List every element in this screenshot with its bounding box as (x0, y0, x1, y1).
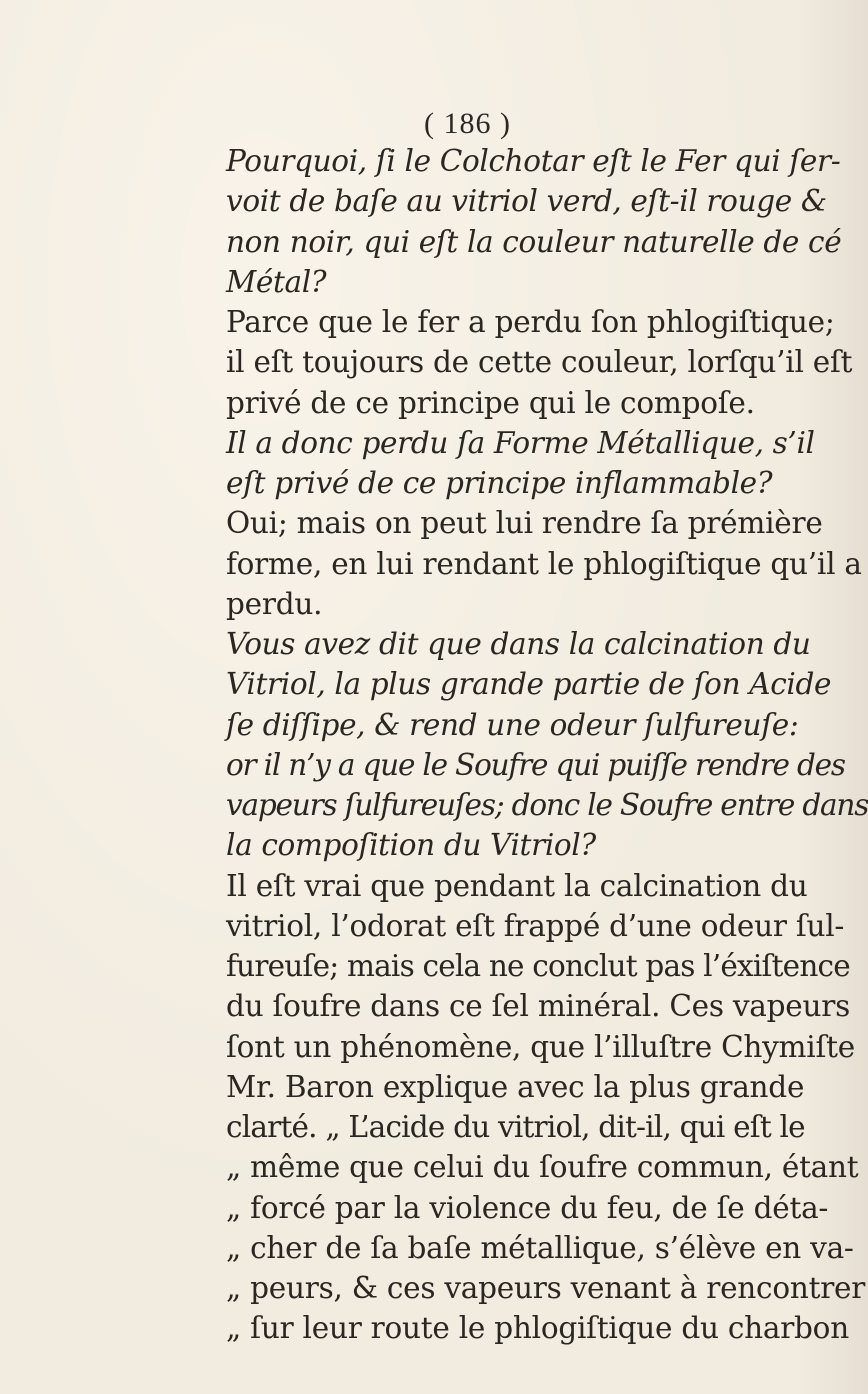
text-line: vitriol, l’odorat eſt frappé d’une odeur ſul- (226, 908, 845, 943)
text-line: or il n’y a que le Soufre qui puiſſe rendre des (226, 747, 845, 782)
text-line: Parce que le fer a perdu ſon phlogiſtique; (226, 305, 835, 339)
text-line: voit de baſe au vitriol verd, eſt-il rouge & (226, 184, 827, 219)
text-line: Mr. Baron explique avec la plus grande (226, 1069, 805, 1104)
page-body-text (226, 141, 868, 1349)
text-line: Métal? (226, 264, 327, 299)
text-line: „ ſur leur route le phlogiſtique du charbon (226, 1311, 849, 1346)
text-line: eſt privé de ce principe inflammable? (226, 466, 773, 500)
text-line: „ même que celui du ſoufre commun, étant (226, 1150, 859, 1185)
text-line: perdu. (226, 586, 323, 621)
text-line: Vitriol, la plus grande partie de ſon Acide (226, 667, 832, 702)
page-number: ( 186 ) (424, 107, 511, 140)
text-line: il eſt toujours de cette couleur, lorſqu’il eſt (226, 345, 853, 380)
text-line: non noir, qui eſt la couleur naturelle de cé (226, 224, 842, 259)
text-line: „ peurs, & ces vapeurs venant à rencontrer (226, 1271, 866, 1305)
text-line: „ forcé par la violence du feu, de ſe déta- (226, 1190, 829, 1225)
text-line: du ſoufre dans ce ſel minéral. Ces vapeurs (226, 989, 850, 1024)
text-line: Il a donc perdu ſa Forme Métallique, s’il (226, 425, 815, 460)
text-line: fureuſe; mais cela ne conclut pas l’éxiſtence (226, 949, 850, 983)
text-line: vapeurs ſulfureuſes; donc le Soufre entre dans (226, 788, 868, 822)
text-line: ſe diſſipe, & rend une odeur ſulfureuſe: (226, 707, 799, 742)
text-line: Pourquoi, ſi le Colchotar eſt le Fer qui ſer- (226, 144, 841, 178)
text-line: la compoſition du Vitriol? (226, 828, 596, 863)
text-line: Oui; mais on peut lui rendre ſa prémière (226, 506, 823, 541)
text-line: Vous avez dit que dans la calcination du (226, 627, 811, 661)
text-line: „ cher de ſa baſe métallique, s’élève en va- (226, 1230, 854, 1265)
text-line: clarté. „ L’acide du vitriol, dit-il, qui eſt le (226, 1110, 805, 1144)
text-line: Il eſt vrai que pendant la calcination du (226, 868, 808, 903)
text-line: privé de ce principe qui le compoſe. (226, 385, 755, 420)
text-line: ſont un phénomène, que l’illuſtre Chymiſte (226, 1029, 855, 1064)
text-line: forme, en lui rendant le phlogiſtique qu’il a (226, 546, 862, 581)
